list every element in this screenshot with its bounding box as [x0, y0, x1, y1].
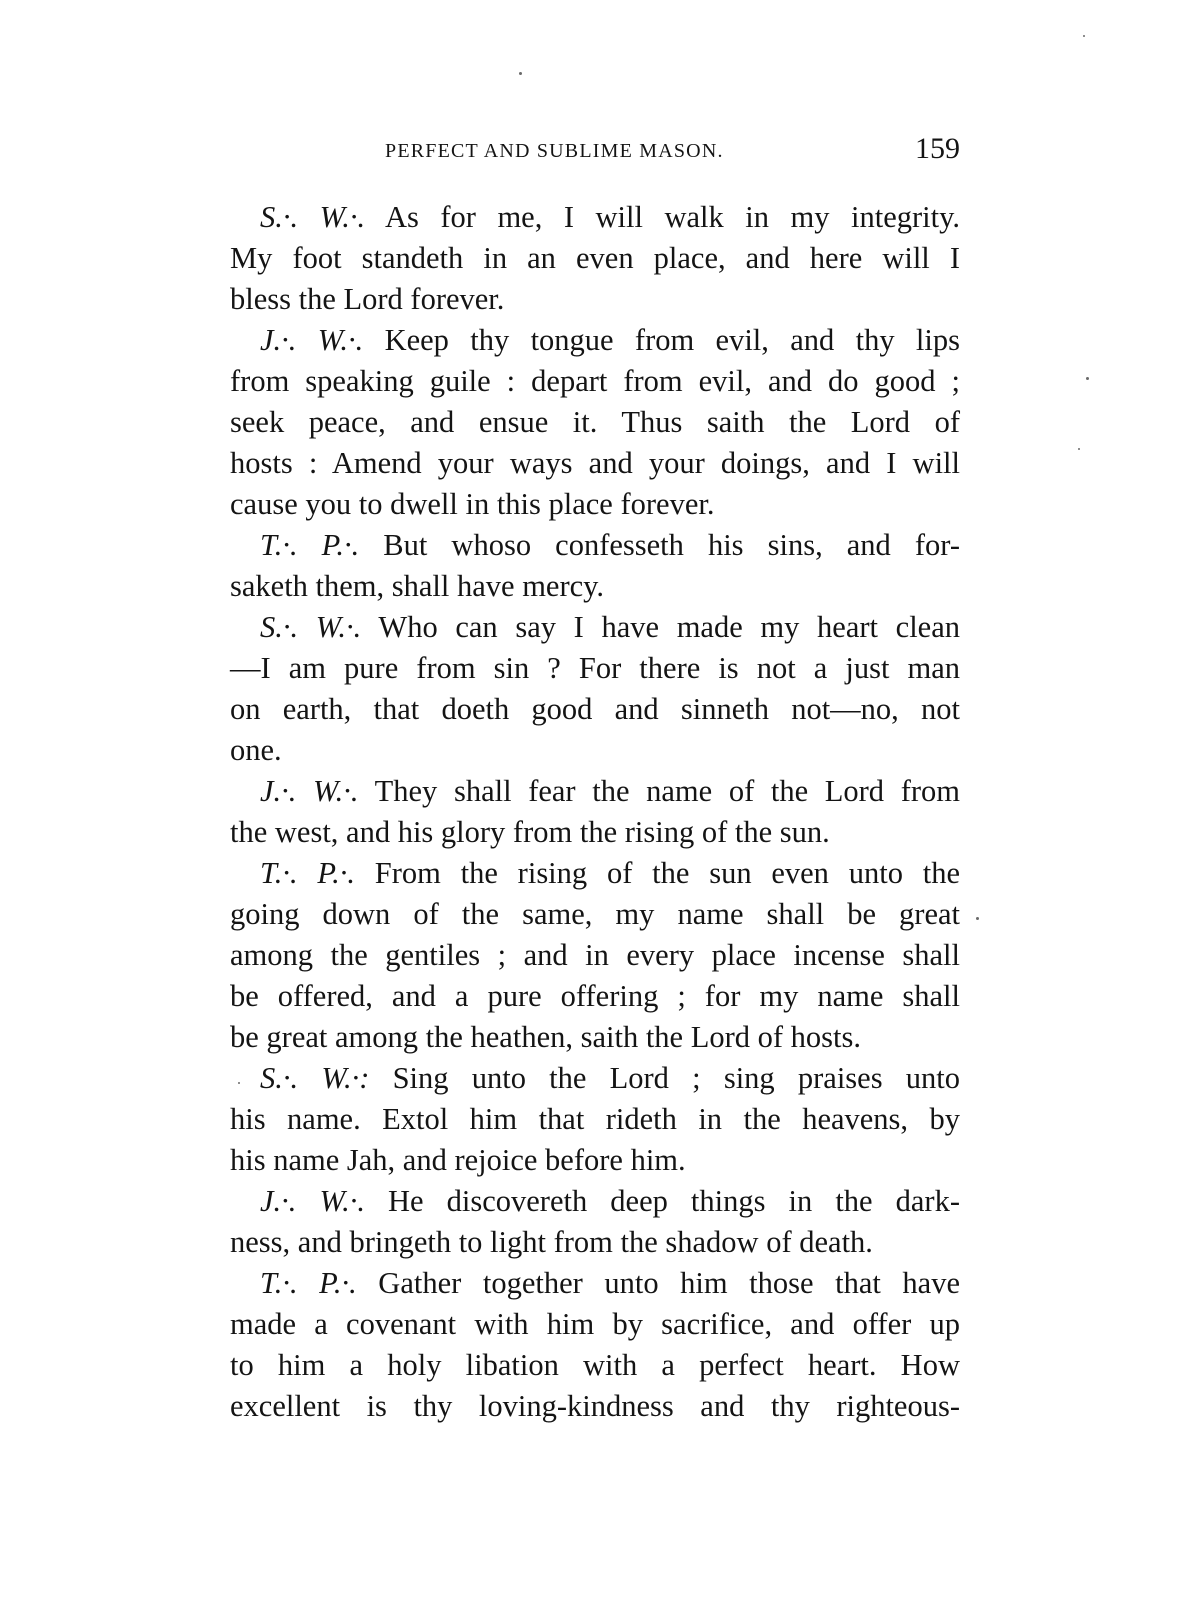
line-text: Who can say I have made my heart clean [378, 610, 961, 644]
dialogue-paragraph [230, 320, 960, 525]
dialogue-paragraph [230, 607, 960, 771]
scan-speck [1078, 448, 1080, 450]
text-line: to him a holy libation with a perfect heart. How [230, 1348, 960, 1382]
running-head [230, 132, 960, 176]
line-text: Gather together unto him those that have [378, 1266, 960, 1300]
text-line [230, 1058, 960, 1099]
dialogue-paragraph [230, 525, 960, 607]
text-line: the west, and his glory from the rising of the sun. [230, 815, 830, 849]
scan-speck [238, 1082, 240, 1084]
text-line: cause you to dwell in this place forever. [230, 487, 715, 521]
dialogue-paragraph [230, 1181, 960, 1263]
dialogue-paragraph [230, 1263, 960, 1427]
speaker-label: T.·. P.·. [260, 856, 355, 890]
speaker-label: S.·. W.·. [260, 200, 366, 234]
text-line [230, 320, 960, 361]
text-line: among the gentiles ; and in every place incense shall [230, 938, 960, 972]
speaker-label: J.·. W.·. [260, 774, 359, 808]
text-line: on earth, that doeth good and sinneth not—no, not [230, 692, 960, 726]
text-line [230, 853, 960, 894]
text-line [230, 197, 960, 238]
line-text: Sing unto the Lord ; sing praises unto [392, 1061, 961, 1095]
text-line: seek peace, and ensue it. Thus saith the Lord of [230, 405, 960, 439]
text-line: excellent is thy loving-kindness and thy righteous- [230, 1389, 960, 1423]
speaker-label: S.·. W.·: [260, 1061, 370, 1095]
line-text: From the rising of the sun even unto the [374, 856, 961, 890]
speaker-label: T.·. P.·. [260, 528, 360, 562]
text-line: going down of the same, my name shall be great [230, 897, 960, 931]
page-number: 159 [915, 132, 960, 165]
text-line: be offered, and a pure offering ; for my name shall [230, 979, 960, 1013]
speaker-label: J.·. W.·. [260, 323, 364, 357]
scan-speck [519, 72, 522, 75]
text-line [230, 1181, 960, 1222]
text-line: —I am pure from sin ? For there is not a just man [230, 651, 960, 685]
text-line: one. [230, 733, 282, 767]
line-text: Keep thy tongue from evil, and thy lips [384, 323, 960, 357]
speaker-label: S.·. W.·. [260, 610, 362, 644]
text-line: be great among the heathen, saith the Lord of hosts. [230, 1020, 861, 1054]
text-line: bless the Lord forever. [230, 282, 505, 316]
text-line: from speaking guile : depart from evil, and do good ; [230, 364, 960, 398]
text-line [230, 1263, 960, 1304]
text-line: saketh them, shall have mercy. [230, 569, 605, 603]
speaker-label: T.·. P.·. [260, 1266, 357, 1300]
line-text: He discovereth deep things in the dark- [388, 1184, 960, 1218]
text-line: made a covenant with him by sacrifice, and offer up [230, 1307, 960, 1341]
line-text: As for me, I will walk in my integrity. [384, 200, 960, 234]
text-line [230, 525, 960, 566]
line-text: But whoso confesseth his sins, and for- [383, 528, 960, 562]
scan-speck [1086, 377, 1089, 380]
dialogue-paragraph [230, 853, 960, 1058]
body-text [230, 197, 960, 1427]
text-line: hosts : Amend your ways and your doings, and I will [230, 446, 960, 480]
speaker-label: J.·. W.·. [260, 1184, 365, 1218]
line-text: They shall fear the name of the Lord from [374, 774, 960, 808]
text-line: his name. Extol him that rideth in the heavens, by [230, 1102, 960, 1136]
text-line: My foot standeth in an even place, and here will I [230, 241, 960, 275]
dialogue-paragraph [230, 1058, 960, 1181]
text-line [230, 607, 960, 648]
scan-speck [1083, 35, 1085, 37]
dialogue-paragraph [230, 197, 960, 320]
text-line [230, 771, 960, 812]
scan-speck [976, 917, 979, 920]
dialogue-paragraph [230, 771, 960, 853]
text-line: ness, and bringeth to light from the shadow of death. [230, 1225, 873, 1259]
running-title: PERFECT AND SUBLIME MASON. [385, 140, 724, 162]
text-line: his name Jah, and rejoice before him. [230, 1143, 686, 1177]
